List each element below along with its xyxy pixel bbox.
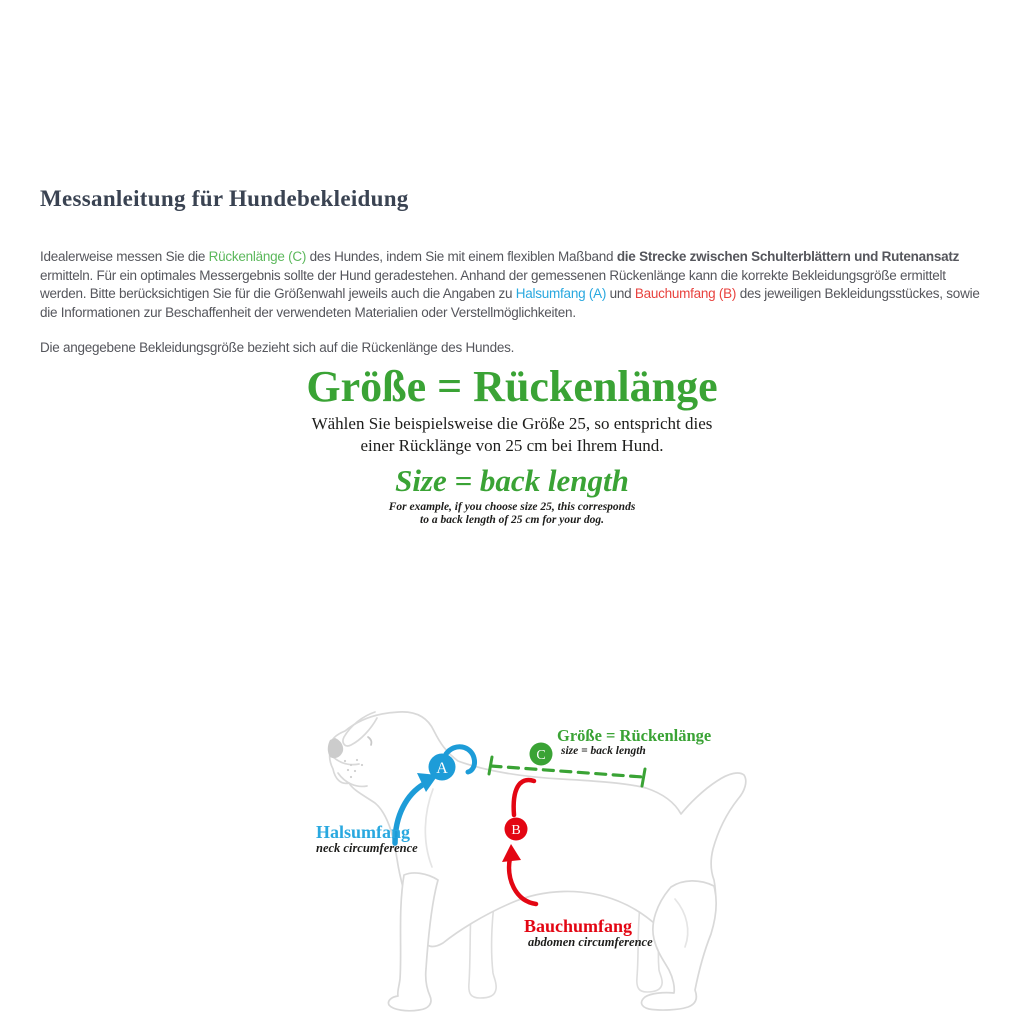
badge-b-letter: B	[511, 823, 521, 838]
content-column	[0, 186, 1024, 528]
example-german-line2: einer Rücklänge von 25 cm bei Ihrem Hund.	[360, 435, 664, 455]
intro-paragraph	[40, 248, 988, 322]
badge-a-letter: A	[436, 760, 448, 777]
headline-german: Größe = Rückenlänge	[306, 361, 718, 411]
intro-text: des jeweiligen Bekleidungsstückes, sowie die Informationen zur Beschaffenheit der verwendeten Materialien oder Verstellmöglichkeiten.	[40, 286, 980, 320]
belly-label-title: Bauchumfang	[524, 916, 633, 936]
size-equals-backlength-block	[40, 361, 984, 528]
belly-circumference-link[interactable]: Bauchumfang (B)	[634, 286, 737, 301]
back-length-label	[557, 727, 711, 757]
example-german	[40, 413, 984, 457]
example-english	[40, 501, 984, 528]
size-note-paragraph: Die angegebene Bekleidungsgröße bezieht sich auf die Rückenlänge des Hundes.	[40, 340, 515, 355]
back-length-label-subtitle: size = back length	[561, 745, 646, 757]
back-length-label-title: Größe = Rückenlänge	[557, 726, 712, 745]
intro-text: und	[606, 286, 635, 301]
belly-label-subtitle: abdomen circumference	[528, 935, 653, 949]
intro-text: Idealerweise messen Sie die	[40, 249, 209, 264]
example-english-line1: For example, if you choose size 25, this corresponds	[388, 500, 636, 513]
neck-label-title: Halsumfang	[316, 822, 411, 842]
neck-circumference-link[interactable]: Halsumfang (A)	[515, 286, 607, 301]
belly-label	[524, 917, 653, 949]
neck-label-subtitle: neck circumference	[316, 841, 418, 855]
back-length-link[interactable]: Rückenlänge (C)	[208, 249, 307, 264]
headline-english: Size = back length	[395, 462, 629, 498]
example-english-line2: to a back length of 25 cm for your dog.	[420, 514, 604, 526]
page-root	[0, 186, 1024, 1024]
page-title: Messanleitung für Hundebekleidung	[40, 186, 409, 211]
example-german-line1: Wählen Sie beispielsweise die Größe 25, so entspricht dies	[311, 413, 713, 433]
intro-bold-text: die Strecke zwischen Schulterblättern und Rutenansatz	[616, 249, 960, 264]
intro-text: des Hundes, indem Sie mit einem flexiblen Maßband	[306, 249, 617, 264]
neck-label	[316, 823, 418, 855]
intro-text: ermitteln. Für ein optimales Messergebnis sollte der Hund geradestehen. Anhand der gemessenen Rückenlänge kann die korrekte Bekleidungsgröße ermittelt werden. Bitte berücksichtigen Sie für die Größenwahl jeweils auch die Angaben zu	[40, 267, 946, 301]
dog-measurement-figure	[283, 691, 763, 1024]
badge-c-letter: C	[536, 748, 546, 763]
